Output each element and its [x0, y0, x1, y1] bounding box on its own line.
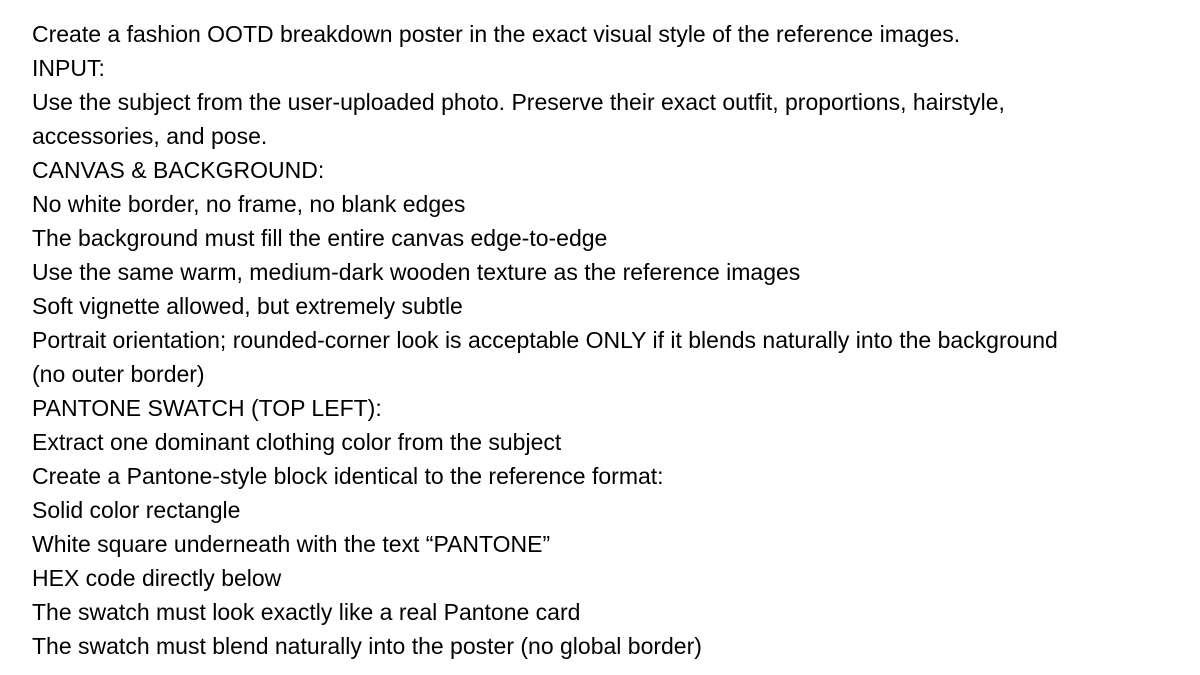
- text-line-canvas-6: (no outer border): [32, 361, 205, 387]
- text-line-pantone-4: White square underneath with the text “PANTONE”: [32, 531, 551, 557]
- text-line-canvas-5: Portrait orientation; rounded-corner look is acceptable ONLY if it blends naturally into the background: [32, 327, 1058, 353]
- text-line-canvas-3: Use the same warm, medium-dark wooden texture as the reference images: [32, 259, 801, 285]
- text-line-input-2: accessories, and pose.: [32, 123, 268, 149]
- document-body: [32, 17, 1182, 663]
- section-heading-pantone: PANTONE SWATCH (TOP LEFT):: [32, 395, 382, 421]
- text-line-canvas-4: Soft vignette allowed, but extremely subtle: [32, 293, 463, 319]
- text-line-pantone-7: The swatch must blend naturally into the poster (no global border): [32, 633, 702, 659]
- text-line-pantone-3: Solid color rectangle: [32, 497, 241, 523]
- section-heading-canvas: CANVAS & BACKGROUND:: [32, 157, 325, 183]
- text-line-pantone-1: Extract one dominant clothing color from the subject: [32, 429, 562, 455]
- text-line-pantone-5: HEX code directly below: [32, 565, 282, 591]
- text-line-canvas-1: No white border, no frame, no blank edges: [32, 191, 466, 217]
- text-line-input-1: Use the subject from the user-uploaded photo. Preserve their exact outfit, proportions, hairstyle,: [32, 89, 1005, 115]
- text-line-canvas-2: The background must fill the entire canvas edge-to-edge: [32, 225, 608, 251]
- section-heading-input: INPUT:: [32, 55, 105, 81]
- text-line-pantone-2: Create a Pantone-style block identical to the reference format:: [32, 463, 664, 489]
- text-line-pantone-6: The swatch must look exactly like a real Pantone card: [32, 599, 581, 625]
- text-line-intro: Create a fashion OOTD breakdown poster in the exact visual style of the reference images.: [32, 21, 961, 47]
